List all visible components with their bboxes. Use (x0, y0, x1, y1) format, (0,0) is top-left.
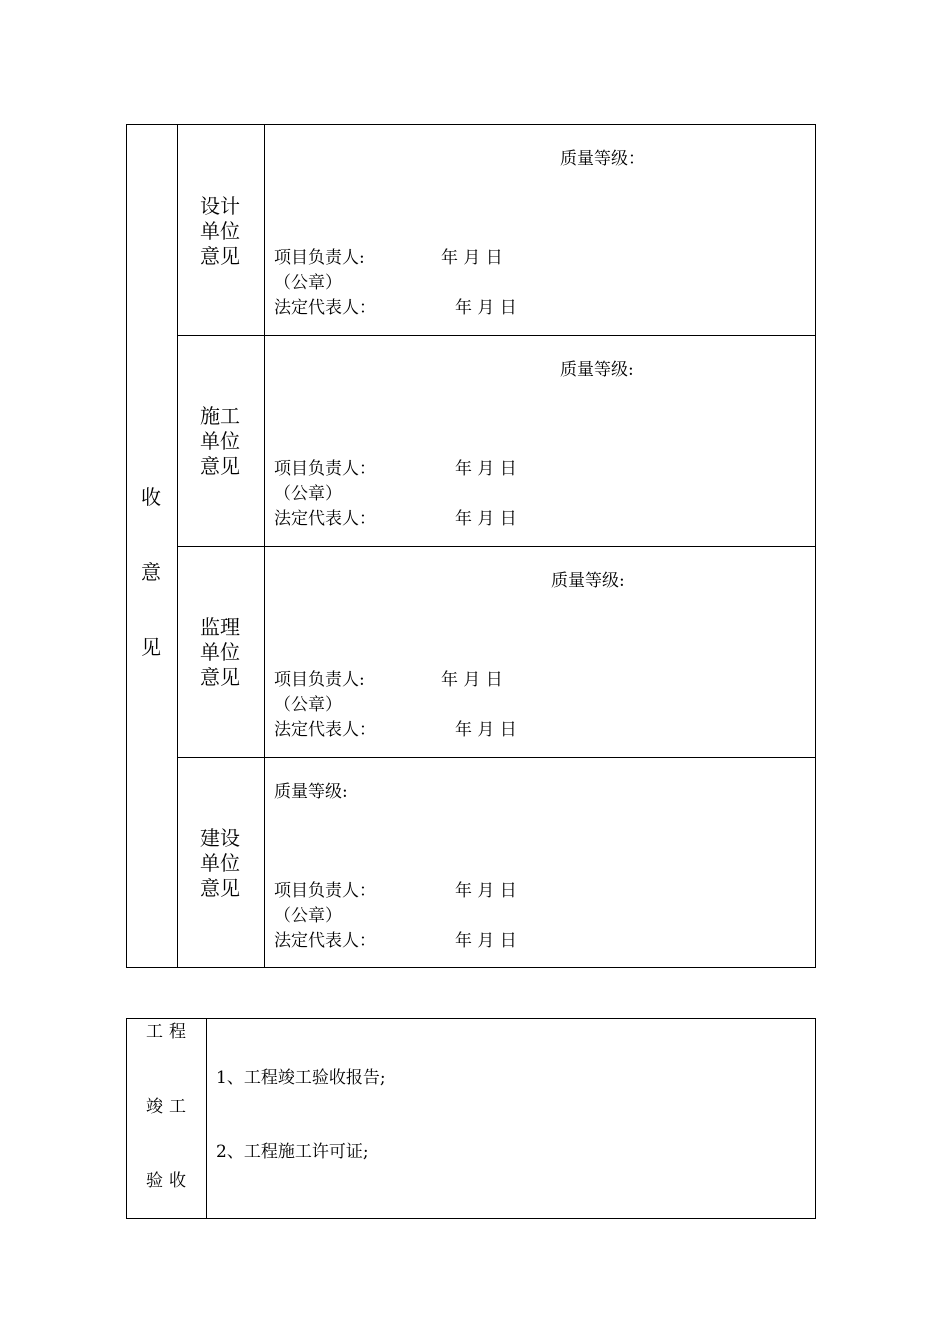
legal-rep-label: 法定代表人： (274, 931, 376, 951)
quality-grade-label: 质量等级: (551, 571, 625, 591)
quality-grade-label: 质量等级： (560, 149, 645, 169)
side-line-2: 竣工 (146, 1097, 192, 1117)
legal-rep-date: 年 月 日 (455, 298, 517, 318)
table1-row-divider-1 (177, 335, 816, 336)
table1-top-border (126, 124, 816, 125)
document-item: 2、工程施工许可证; (216, 1142, 369, 1162)
table1-left-border (126, 124, 127, 968)
seal-label: （公章） (274, 906, 342, 926)
unit-label: 施工 单位 意见 (200, 404, 240, 478)
unit-label: 监理 单位 意见 (200, 615, 240, 689)
project-leader-label: 项目负责人: (274, 670, 365, 690)
seal-label: （公章） (274, 695, 342, 715)
seal-label: （公章） (274, 484, 342, 504)
quality-grade-label: 质量等级: (560, 360, 634, 380)
project-leader-date: 年 月 日 (455, 459, 517, 479)
seal-label: （公章） (274, 273, 342, 293)
legal-rep-label: 法定代表人： (274, 509, 376, 529)
unit-label: 建设 单位 意见 (200, 826, 240, 900)
table2-right-border (815, 1018, 816, 1219)
project-leader-label: 项目负责人: (274, 248, 365, 268)
side-char-1: 收 (141, 485, 161, 509)
legal-rep-date: 年 月 日 (455, 720, 517, 740)
project-leader-label: 项目负责人： (274, 881, 376, 901)
table1-row-divider-2 (177, 546, 816, 547)
project-leader-date: 年 月 日 (441, 248, 503, 268)
project-leader-date: 年 月 日 (455, 881, 517, 901)
table2-top-border (126, 1018, 816, 1019)
side-char-3: 见 (141, 635, 161, 659)
legal-rep-date: 年 月 日 (455, 931, 517, 951)
legal-rep-date: 年 月 日 (455, 509, 517, 529)
unit-label: 设计 单位 意见 (200, 194, 240, 268)
table2-col-divider (206, 1018, 207, 1219)
quality-grade-label: 质量等级: (274, 782, 348, 802)
table1-row-divider-3 (177, 757, 816, 758)
project-leader-date: 年 月 日 (441, 670, 503, 690)
side-line-1: 工程 (146, 1022, 192, 1042)
side-line-3: 验收 (146, 1171, 192, 1191)
document-item: 1、工程竣工验收报告; (216, 1068, 386, 1088)
legal-rep-label: 法定代表人： (274, 720, 376, 740)
side-char-2: 意 (141, 560, 161, 584)
project-leader-label: 项目负责人： (274, 459, 376, 479)
table1-bottom-border (126, 967, 816, 968)
table2-bottom-border (126, 1218, 816, 1219)
table2-left-border (126, 1018, 127, 1219)
legal-rep-label: 法定代表人： (274, 298, 376, 318)
